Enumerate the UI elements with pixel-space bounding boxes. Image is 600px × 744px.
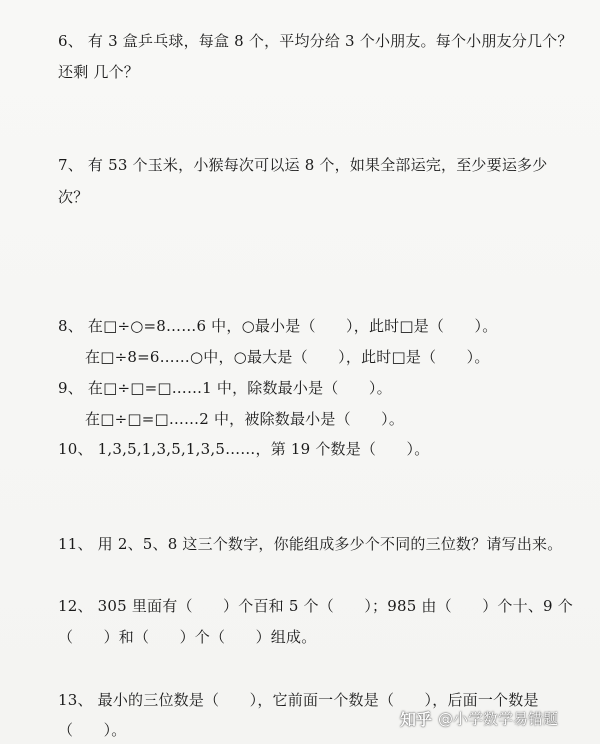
zhihu-logo: 知乎 xyxy=(400,709,433,729)
question-12-line-1: 12、 305 里面有（ ）个百和 5 个（ ）；985 由（ ）个十、9 个 xyxy=(58,597,573,615)
question-7-line-2: 次？ xyxy=(58,188,89,206)
question-10-line-1: 10、 1,3,5,1,3,5,1,3,5……，第 19 个数是（ ）。 xyxy=(58,440,430,458)
question-6-line-1: 6、 有 3 盒乒乓球，每盒 8 个，平均分给 3 个小朋友。每个小朋友分几个？ xyxy=(58,32,573,50)
question-13-line-2: （ ）。 xyxy=(58,721,127,739)
zhihu-watermark xyxy=(400,705,558,731)
question-8-line-2: 在□÷8=6……○中，○最大是（ ），此时□是（ ）。 xyxy=(85,348,490,366)
watermark-author: @小学数学易错题 xyxy=(438,709,559,728)
question-7-line-1: 7、 有 53 个玉米，小猴每次可以运 8 个，如果全部运完，至少要运多少 xyxy=(58,156,548,174)
question-8-line-1: 8、 在□÷○=8……6 中，○最小是（ ），此时□是（ ）。 xyxy=(58,317,498,335)
question-9-line-2: 在□÷□=□……2 中，被除数最小是（ ）。 xyxy=(85,410,405,428)
question-11-line-1: 11、 用 2、5、8 这三个数字，你能组成多少个不同的三位数？请写出来。 xyxy=(58,535,563,553)
question-9-line-1: 9、 在□÷□=□……1 中，除数最小是（ ）。 xyxy=(58,379,392,397)
question-12-line-2: （ ）和（ ）个（ ）组成。 xyxy=(58,628,317,646)
question-6-line-2: 还剩 几个？ xyxy=(58,63,139,81)
question-13-line-1: 13、 最小的三位数是（ ），它前面一个数是（ ），后面一个数是 xyxy=(58,691,539,709)
